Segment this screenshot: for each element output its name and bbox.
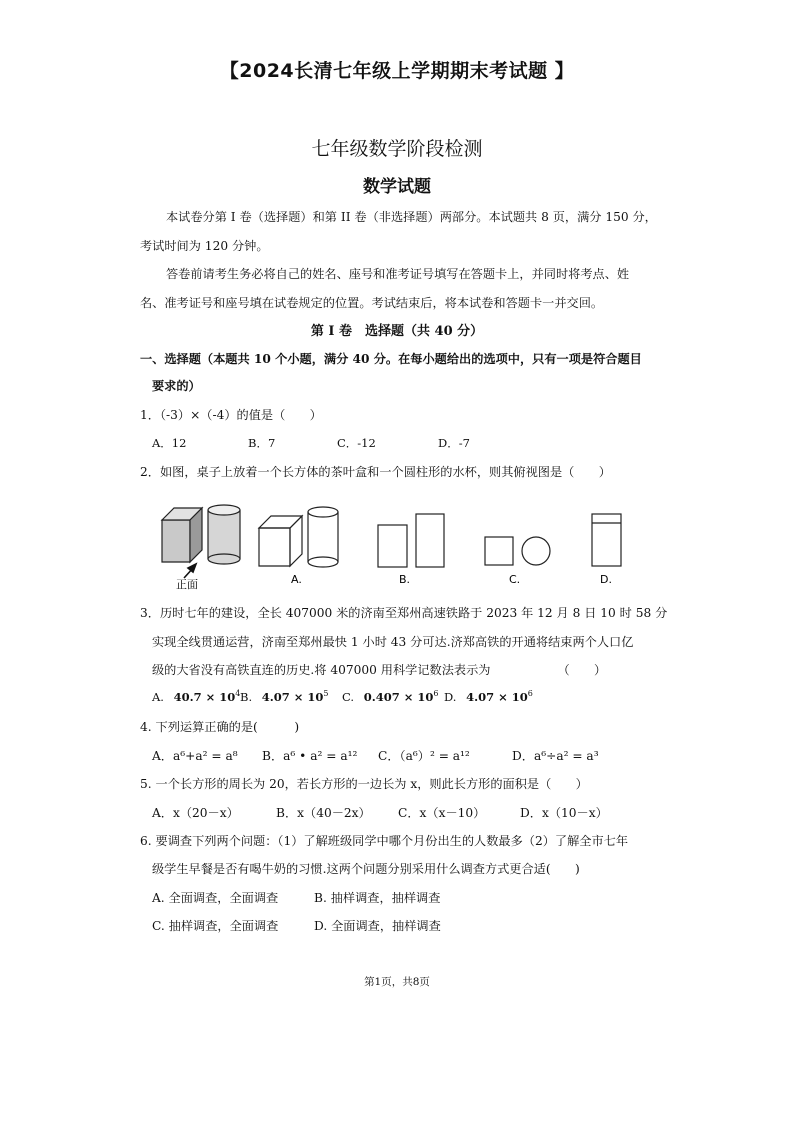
page-subtitle: 数学试题 <box>363 177 431 197</box>
question-stem: 2．如图，桌子上放着一个长方体的茶叶盒和一个圆柱形的水杯，则其俯视图是（ ） <box>140 465 611 479</box>
page-title: 七年级数学阶段检测 <box>311 138 483 160</box>
intro-line: 考试时间为 120 分钟。 <box>140 239 269 253</box>
option-d-figure <box>592 514 621 566</box>
section-instructions: 一、选择题（本题共 10 个小题，满分 40 分。在每小题给出的选项中，只有一项是符合题目 <box>140 352 642 366</box>
option-label: C. <box>342 690 355 704</box>
page-number: 第1页，共8页 <box>364 976 430 988</box>
option-b: B．7 <box>248 436 276 450</box>
option-b-label: B. <box>399 573 411 586</box>
option-b-figure <box>378 514 444 567</box>
option-a-label: A. <box>291 573 302 586</box>
option-c: C．（a⁶）² = a¹² <box>378 749 470 763</box>
question-stem: 4. 下列运算正确的是( ) <box>140 720 300 734</box>
option-a: A．a⁶+a² = a⁸ <box>152 749 238 763</box>
section-title: 第 I 卷 选择题（共 40 分） <box>310 324 484 339</box>
option-exponent: 6 <box>527 689 533 698</box>
option-value: 4.07 × 10 <box>466 690 528 704</box>
q2-figure <box>150 498 630 594</box>
option-b: B．x（40－2x） <box>276 806 371 820</box>
option-label: D. <box>444 690 457 704</box>
question-stem: 实现全线贯通运营，济南至郑州最快 1 小时 43 分可达.济郑高铁的开通将结束两个人口亿 <box>152 635 634 649</box>
option-a: A．12 <box>152 436 187 450</box>
exam-banner: 【2024长清七年级上学期期末考试题 】 <box>219 60 575 82</box>
option-c <box>342 690 438 704</box>
option-c: C．-12 <box>337 436 376 450</box>
option-label: B. <box>240 690 253 704</box>
option-exponent: 6 <box>433 689 439 698</box>
option-d: D．x（10－x） <box>520 806 608 820</box>
question-stem: 1．（-3）×（-4）的值是（ ） <box>140 408 322 422</box>
question-stem: 级的大省没有高铁直连的历史.将 407000 用科学记数法表示为 （ ） <box>152 663 607 677</box>
option-d: D．-7 <box>438 436 470 450</box>
option-d <box>444 690 533 704</box>
question-stem: 3．历时七年的建设，全长 407000 米的济南至郑州高速铁路于 2023 年 12 月 8 日 10 时 58 分 <box>140 606 668 620</box>
option-b: B. 抽样调查，抽样调查 <box>314 891 441 905</box>
option-value: 4.07 × 10 <box>261 690 324 704</box>
question-stem: 6. 要调查下列两个问题：（1）了解班级同学中哪个月份出生的人数最多（2）了解全市七年 <box>140 834 629 848</box>
intro-line: 名、准考证号和座号填在试卷规定的位置。考试结束后，将本试卷和答题卡一并交回。 <box>140 296 604 310</box>
option-d: D. 全面调查，抽样调查 <box>314 919 441 933</box>
option-label: A. <box>152 690 164 704</box>
option-value: 0.407 × 10 <box>363 690 434 704</box>
option-d: D．a⁶÷a² = a³ <box>512 749 599 763</box>
option-exponent: 4 <box>235 689 241 698</box>
option-b: B．a⁶ • a² = a¹² <box>262 749 358 763</box>
option-exponent: 5 <box>323 689 329 698</box>
option-c: C．x（x－10） <box>398 806 486 820</box>
option-d-label: D. <box>600 573 612 586</box>
option-b <box>240 690 329 704</box>
option-c: C. 抽样调查，全面调查 <box>152 919 279 933</box>
front-label: 正面 <box>176 578 198 591</box>
option-c-figure <box>485 537 550 565</box>
front-arrow <box>184 564 196 578</box>
option-value: 40.7 × 10 <box>173 690 236 704</box>
question-stem: 级学生早餐是否有喝牛奶的习惯.这两个问题分别采用什么调查方式更合适( ) <box>152 862 580 876</box>
cup-figure <box>208 505 240 564</box>
section-instructions: 要求的） <box>152 379 201 393</box>
tea-box-figure <box>162 508 202 562</box>
intro-line: 答卷前请考生务必将自己的姓名、座号和准考证号填写在答题卡上，并同时将考点、姓 <box>166 267 630 281</box>
option-c-label: C. <box>509 573 521 586</box>
option-a: A. 全面调查，全面调查 <box>152 891 279 905</box>
question-stem: 5. 一个长方形的周长为 20，若长方形的一边长为 x，则此长方形的面积是（ ） <box>140 777 588 791</box>
option-a-figure <box>259 507 338 567</box>
option-a: A．x（20－x） <box>152 806 239 820</box>
intro-line: 本试卷分第 I 卷（选择题）和第 II 卷（非选择题）两部分。本试题共 8 页，满分 150 分， <box>166 210 657 224</box>
option-a <box>152 690 240 704</box>
